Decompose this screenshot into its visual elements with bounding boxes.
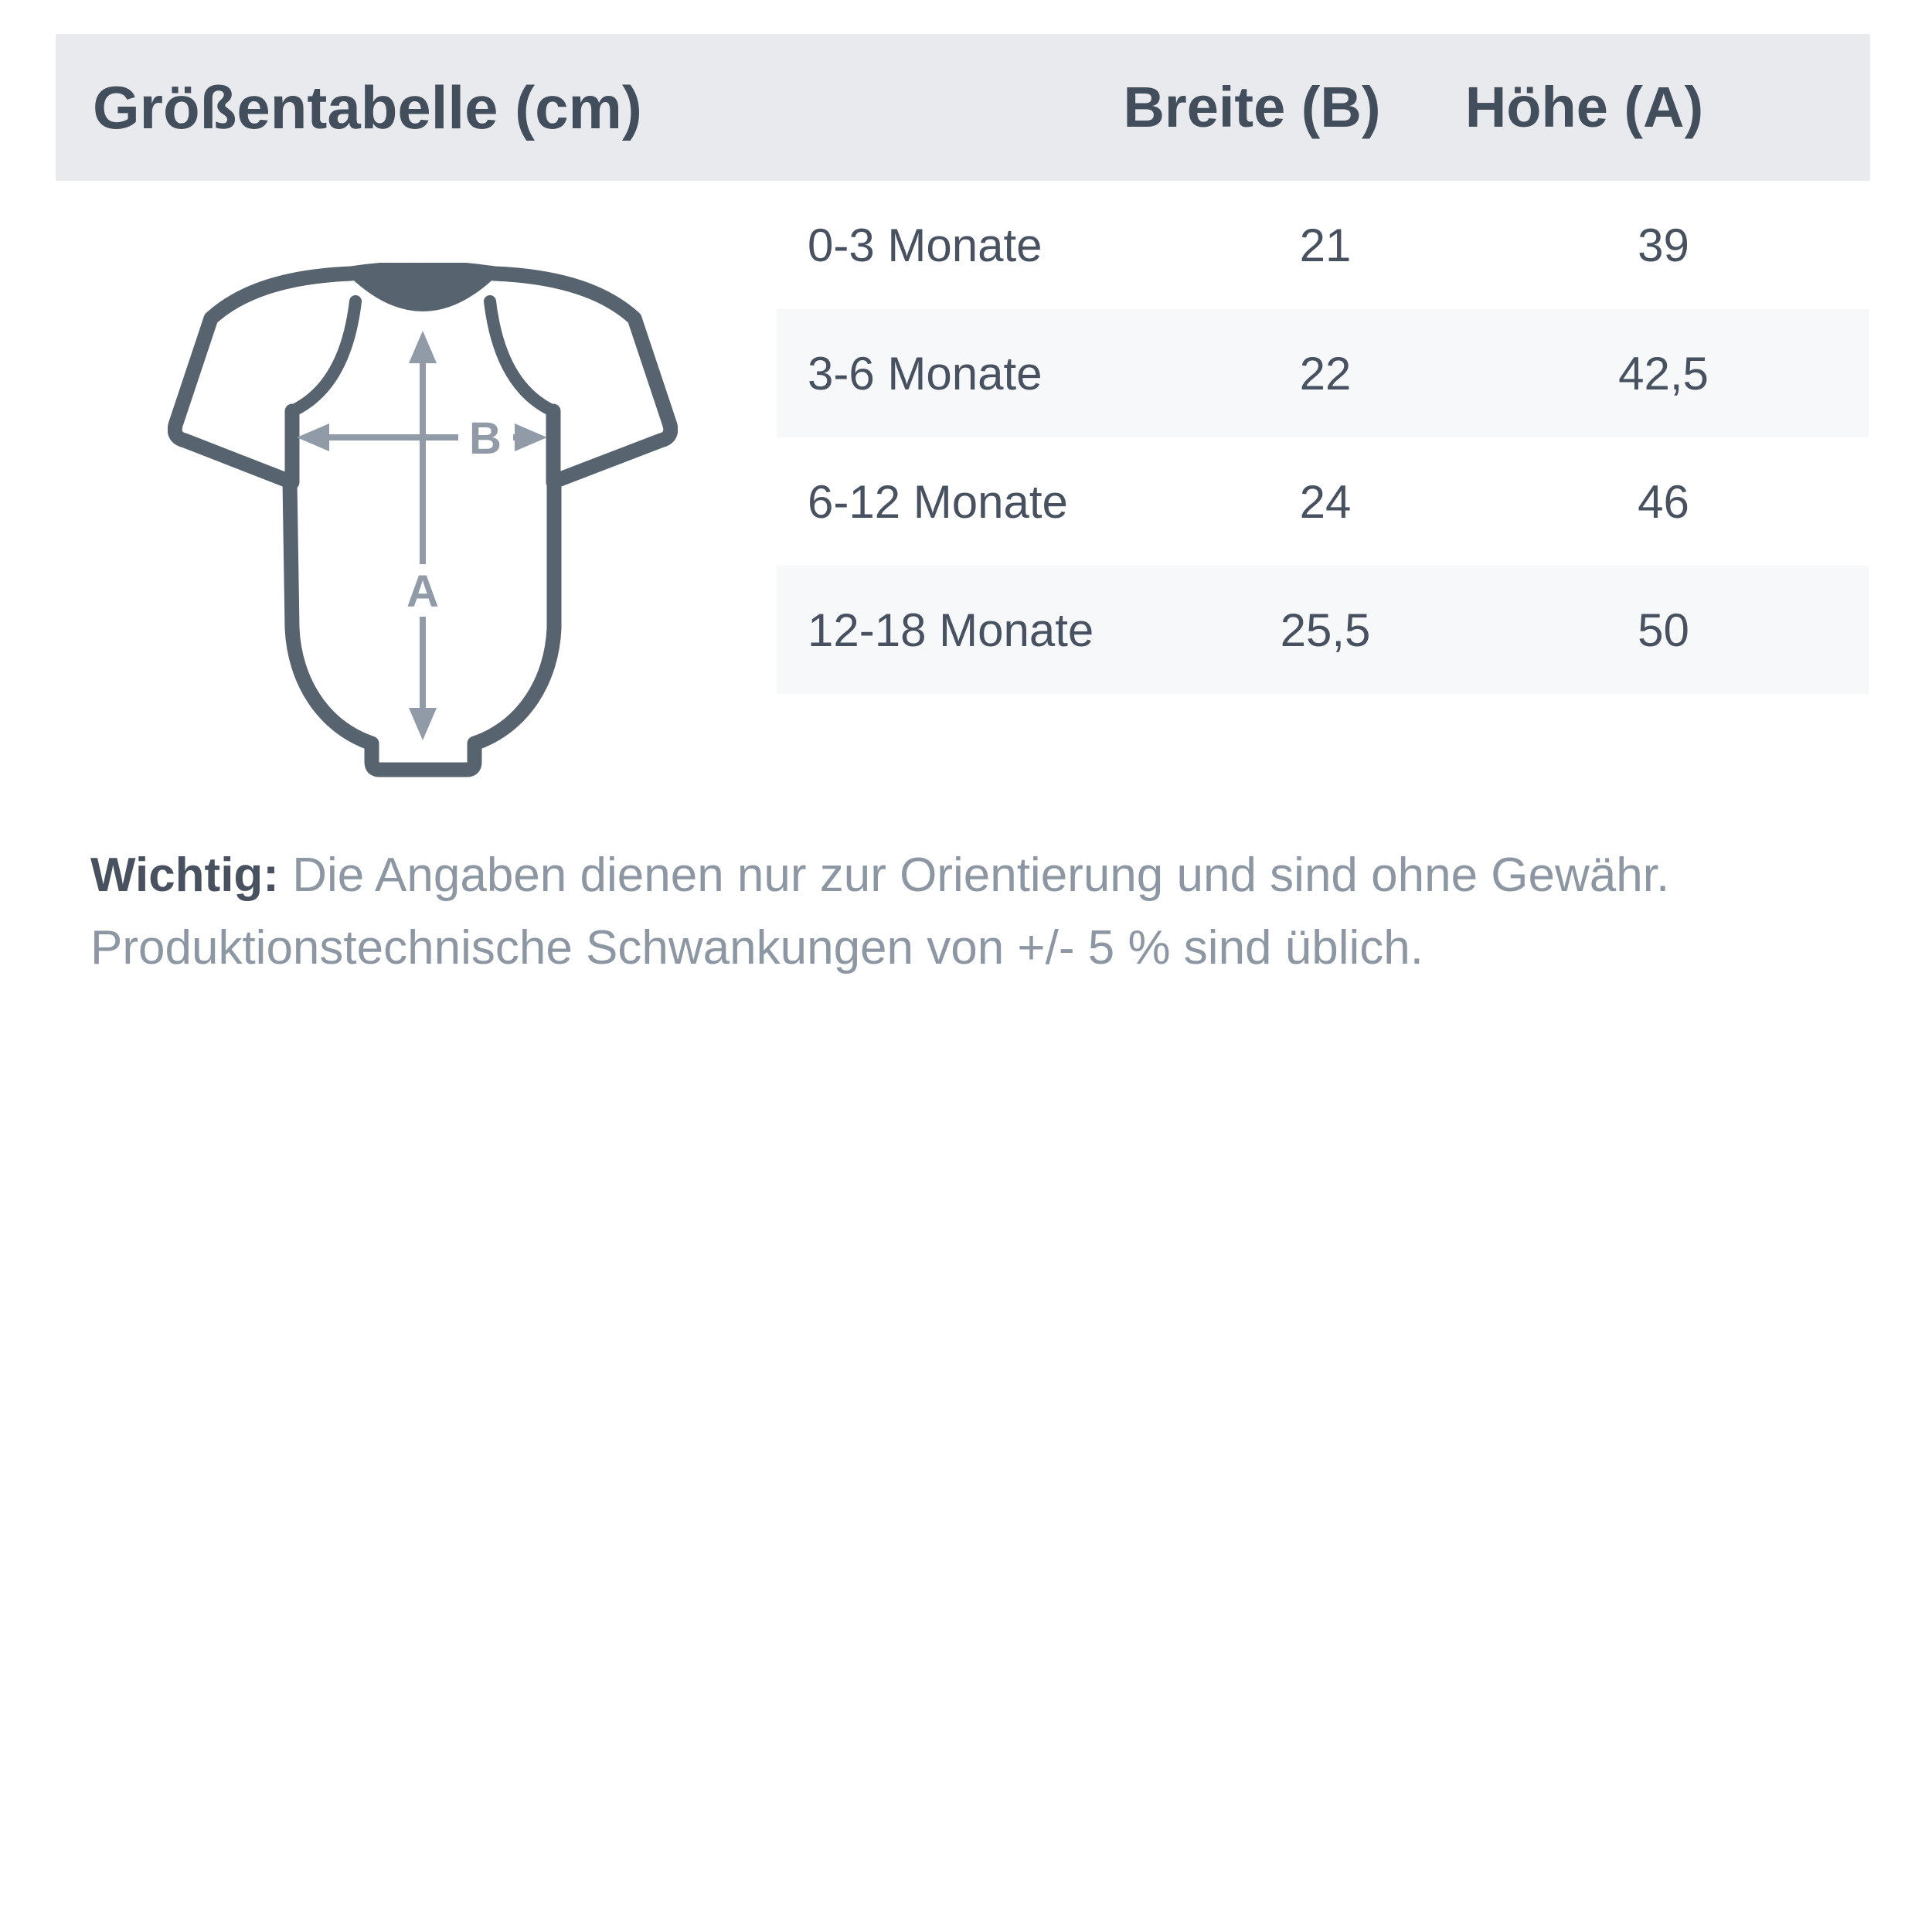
hoehe-value-cell: 46 (1638, 475, 1689, 528)
note-label: Wichtig: (90, 849, 279, 902)
hoehe-value-cell: 50 (1638, 604, 1689, 656)
size-label-cell: 6-12 Monate (808, 475, 1068, 528)
breite-value-cell: 25,5 (1280, 604, 1371, 656)
breite-value-cell: 21 (1299, 219, 1352, 271)
size-label-cell: 0-3 Monate (808, 219, 1043, 271)
note-line1: Die Angaben dienen nur zur Orientierung und sind ohne Gewähr. (292, 849, 1670, 902)
breite-value-cell: 24 (1299, 475, 1352, 528)
page-title: Größentabelle (cm) (93, 73, 642, 141)
table-row (777, 437, 1869, 566)
table-header-bar (56, 34, 1870, 181)
label-a: A (406, 566, 439, 617)
size-label-cell: 3-6 Monate (808, 347, 1043, 400)
table-row (777, 181, 1869, 309)
breite-value-cell: 22 (1299, 347, 1352, 400)
hoehe-value-cell: 42,5 (1618, 347, 1709, 400)
important-note (90, 839, 1876, 985)
table-row (777, 566, 1869, 694)
column-header-hoehe: Höhe (A) (1464, 75, 1704, 139)
size-table (777, 181, 1869, 694)
table-row (777, 309, 1869, 437)
hoehe-value-cell: 39 (1638, 219, 1689, 271)
note-line2: Produktionstechnische Schwankungen von +/- 5 % sind üblich. (90, 921, 1423, 975)
bodysuit-measurement-diagram (168, 263, 678, 781)
column-header-breite: Breite (B) (1123, 75, 1381, 139)
label-b: B (469, 413, 502, 464)
size-label-cell: 12-18 Monate (808, 604, 1094, 656)
